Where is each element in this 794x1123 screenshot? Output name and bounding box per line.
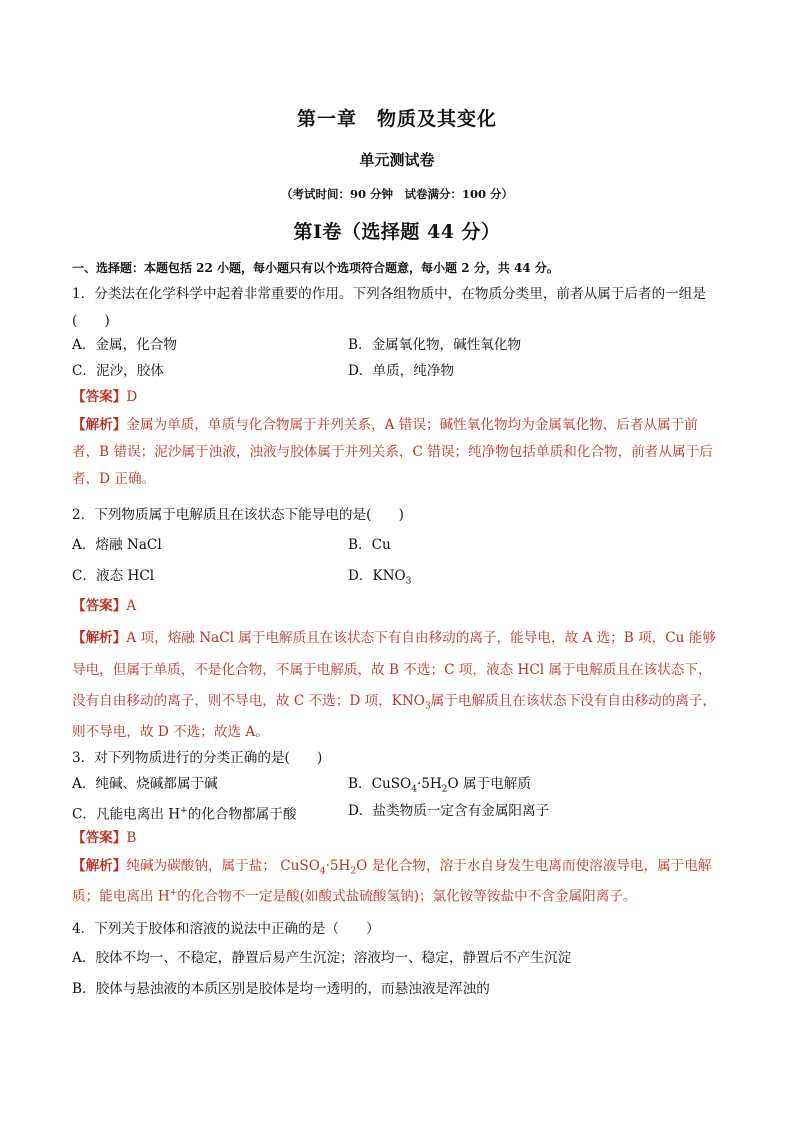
exam-info: （考试时间：90 分钟 试卷满分：100 分） xyxy=(280,187,513,201)
q2-analysis-line-1 xyxy=(72,628,716,648)
chapter-title: 第一章 物质及其变化 xyxy=(296,108,497,130)
q3-option-c: C．凡能电离出 H+的化合物都属于酸 xyxy=(72,806,297,823)
section-title: 第Ⅰ卷（选择题 44 分） xyxy=(293,221,501,243)
answer-value: B xyxy=(126,830,137,846)
analysis-text: 金属为单质，单质与化合物属于并列关系，A 错误；碱性氧化物均为金属氧化物，后者从属于前 xyxy=(126,417,698,433)
q1-answer xyxy=(72,387,137,407)
q4-stem: 4．下列关于胶体和溶液的说法中正确的是（ ） xyxy=(72,921,380,937)
q2-answer xyxy=(72,596,136,616)
q2-stem: 2．下列物质属于电解质且在该状态下能导电的是( ) xyxy=(72,507,404,523)
q2-analysis-line-2: 导电，但属于单质，不是化合物，不属于电解质，故 B 不选；C 项，液态 HCl 属于电解质且在该状态下， xyxy=(72,662,712,678)
q2-analysis-line-4: 则不导电，故 D 不选；故选 A。 xyxy=(72,724,269,740)
q2-option-c: C．液态 HCl xyxy=(72,568,155,584)
answer-tag: 【答案】 xyxy=(72,598,127,614)
q3-answer xyxy=(72,828,136,848)
q3-option-d: D．盐类物质一定含有金属阳离子 xyxy=(348,803,550,819)
instructions: 一、选择题：本题包括 22 小题，每小题只有以个选项符合题意，每小题 2 分，共 44 分。 xyxy=(72,261,559,275)
analysis-tag: 【解析】 xyxy=(72,858,127,874)
q2-option-d: D．$KNO_3$ xyxy=(348,568,412,587)
q1-option-b: B．金属氧化物，碱性氧化物 xyxy=(348,337,522,353)
q3-analysis-line-2: 质；能电离出 H+的化合物不一定是酸(如酸式盐硫酸氢钠)；氯化铵等铵盐中不含金属阳离子。 xyxy=(72,888,637,905)
q1-analysis-line-2: 者，B 错误；泥沙属于浊液，浊液与胶体属于并列关系，C 错误；纯净物包括单质和化合物，前者从属于后 xyxy=(72,444,713,460)
analysis-tag: 【解析】 xyxy=(72,417,127,433)
analysis-text: A 项，熔融 NaCl 属于电解质且在该状态下有自由移动的离子，能导电，故 A 选；B 项，Cu 能够 xyxy=(126,630,716,646)
analysis-tag: 【解析】 xyxy=(72,630,127,646)
answer-tag: 【答案】 xyxy=(72,830,127,846)
q1-option-c: C．泥沙，胶体 xyxy=(72,363,164,379)
answer-value: A xyxy=(126,598,137,614)
q4-option-b: B．胶体与悬浊液的本质区别是胶体是均一透明的，而悬浊液是浑浊的 xyxy=(72,981,490,997)
q3-analysis-line-1: 【解析】纯碱为碳酸钠，属于盐； $CuSO_4\cdot 5H_2O$ 是化合物，溶于水自身发生电离而使溶液导电，属于电解 xyxy=(72,858,712,877)
q1-paren: ( ) xyxy=(72,313,110,329)
q1-stem: 1．分类法在化学科学中起着非常重要的作用。下列各组物质中，在物质分类里，前者从属于后者的一组是 xyxy=(72,286,706,302)
q4-option-a: A．胶体不均一、不稳定，静置后易产生沉淀；溶液均一、稳定，静置后不产生沉淀 xyxy=(72,950,572,966)
q3-option-b: B．$CuSO_4\cdot 5H_2O$ 属于电解质 xyxy=(348,776,531,795)
q3-option-a: A．纯碱、烧碱都属于碱 xyxy=(72,776,218,792)
subtitle: 单元测试卷 xyxy=(359,151,435,169)
q1-option-a: A．金属，化合物 xyxy=(72,337,177,353)
q2-option-a: A．熔融 NaCl xyxy=(72,537,162,553)
q1-option-d: D．单质，纯净物 xyxy=(348,363,455,379)
answer-value: D xyxy=(126,389,138,405)
q3-stem: 3．对下列物质进行的分类正确的是( ) xyxy=(72,750,323,766)
q2-option-b: B．Cu xyxy=(348,537,391,553)
q1-analysis-line-1 xyxy=(72,415,698,435)
q2-analysis-line-3: 没有自由移动的离子，则不导电，故 C 不选；D 项，$KNO_3$属于电解质且在该状态下没有自由移动的离子， xyxy=(72,693,717,712)
answer-tag: 【答案】 xyxy=(72,389,127,405)
q1-analysis-line-3: 者，D 正确。 xyxy=(72,471,156,487)
